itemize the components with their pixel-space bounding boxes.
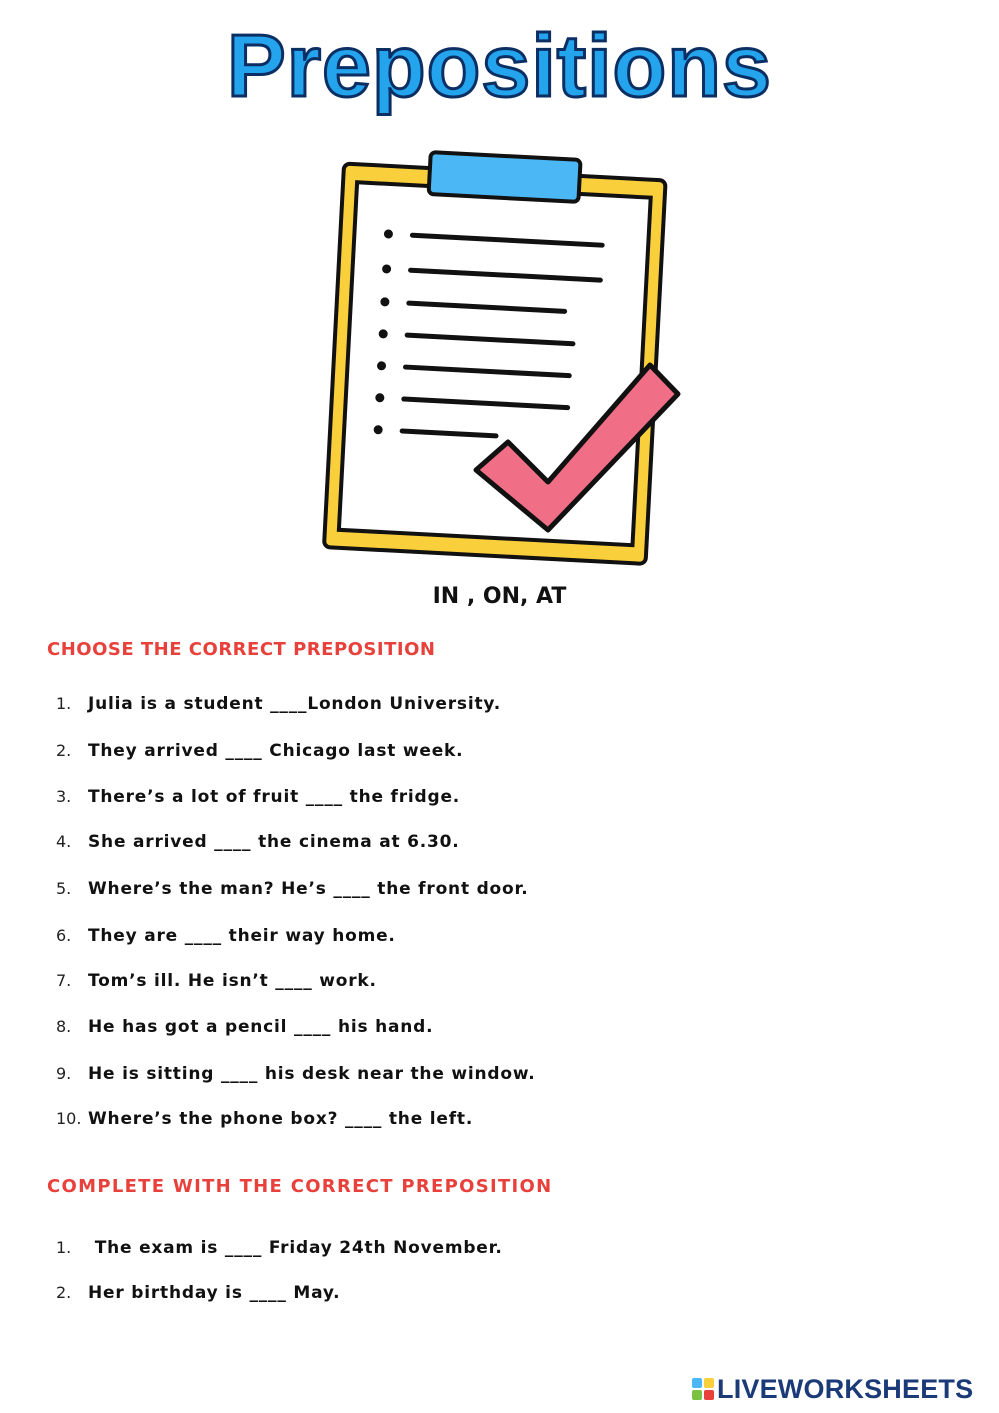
question-text: He is sitting ____ his desk near the window. [88, 1064, 536, 1084]
question-number: 3. [56, 787, 72, 806]
question-text: They arrived ____ Chicago last week. [88, 741, 464, 761]
liveworksheets-logo-icon [692, 1378, 714, 1400]
question-text: The exam is ____ Friday 24th November. [88, 1238, 503, 1258]
question-number: 1. [56, 1238, 72, 1257]
question-number: 8. [56, 1017, 72, 1036]
question-text: Where’s the phone box? ____ the left. [88, 1109, 474, 1129]
question-text: Where’s the man? He’s ____ the front door. [88, 879, 529, 899]
question-number: 10. [56, 1109, 82, 1128]
question-number: 6. [56, 926, 72, 945]
question-text: He has got a pencil ____ his hand. [88, 1017, 434, 1037]
clipboard-checklist-icon [300, 150, 700, 570]
section-heading-choose: CHOOSE THE CORRECT PREPOSITION [47, 639, 436, 660]
liveworksheets-logo [692, 1374, 973, 1404]
question-number: 5. [56, 879, 72, 898]
subtitle: IN , ON, AT [432, 584, 567, 609]
question-number: 7. [56, 971, 72, 990]
question-number: 9. [56, 1064, 72, 1083]
question-number: 2. [56, 741, 72, 760]
question-text: Julia is a student ____London University. [88, 694, 501, 714]
question-text: Her birthday is ____ May. [88, 1283, 341, 1303]
question-text: Tom’s ill. He isn’t ____ work. [88, 971, 377, 991]
question-number: 1. [56, 694, 72, 713]
question-text: There’s a lot of fruit ____ the fridge. [88, 787, 461, 807]
question-text: She arrived ____ the cinema at 6.30. [88, 832, 460, 852]
question-number: 4. [56, 832, 72, 851]
page-title: Prepositions [227, 16, 772, 115]
logo-text: LIVEWORKSHEETS [717, 1373, 974, 1404]
question-text: They are ____ their way home. [88, 926, 396, 946]
section-heading-complete: COMPLETE WITH THE CORRECT PREPOSITION [47, 1176, 553, 1197]
question-number: 2. [56, 1283, 72, 1302]
